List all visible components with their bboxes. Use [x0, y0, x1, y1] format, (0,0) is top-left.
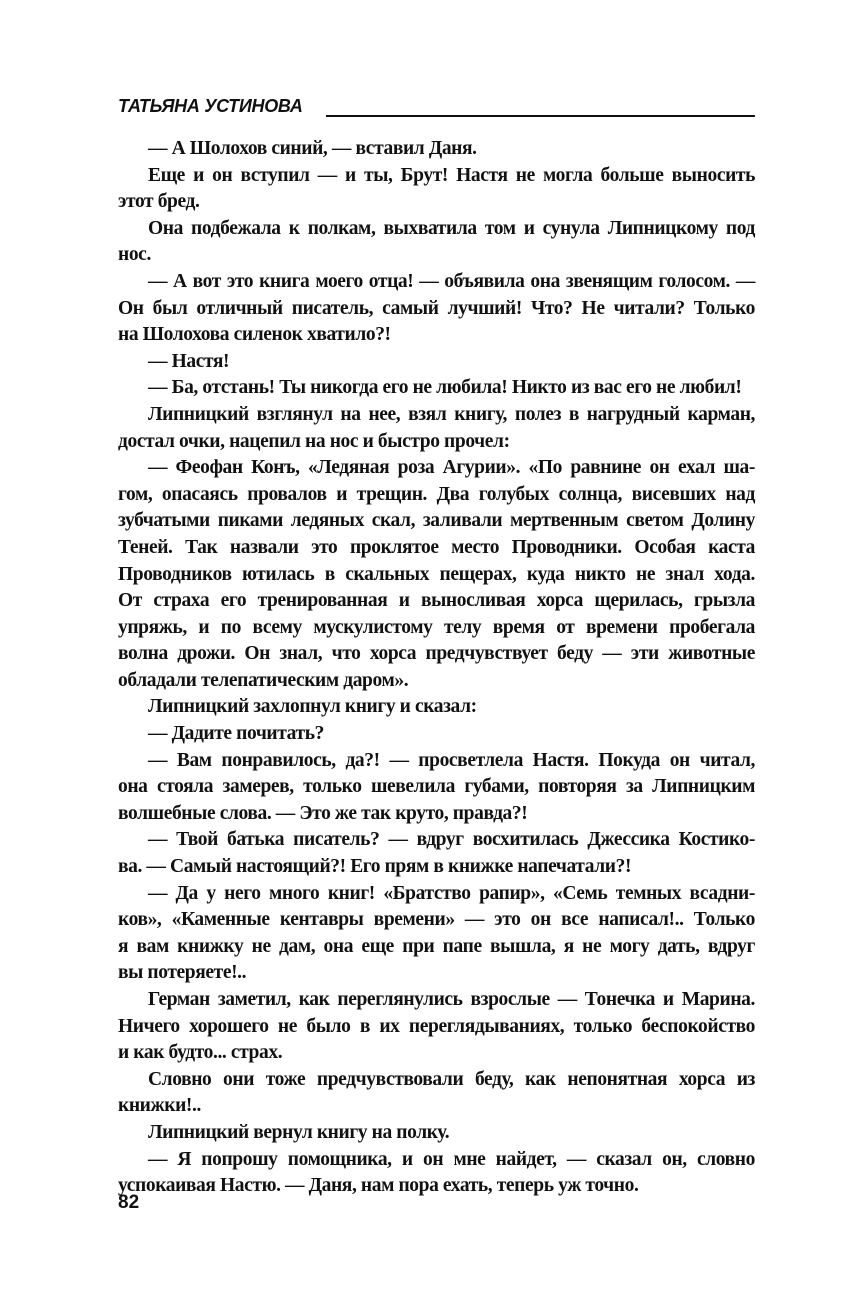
- paragraph: [118, 216, 755, 269]
- paragraph: [118, 349, 755, 376]
- text-line: Липницкий взглянул на нее, взял книгу, полез в нагрудный карман,: [148, 403, 755, 425]
- body-text: [118, 136, 755, 1200]
- paragraph: [118, 375, 755, 402]
- text-line: Ничего хорошего не было в их переглядываниях, только беспокойство: [118, 1015, 755, 1037]
- text-line: Теней. Так назвали это проклятое место Проводники. Особая каста: [118, 536, 755, 558]
- paragraph: [118, 694, 755, 721]
- text-line: От страха его тренированная и выносливая хорса щерилась, грызла: [118, 590, 755, 612]
- text-line: Словно они тоже предчувствовали беду, как непонятная хорса из: [148, 1068, 755, 1090]
- author-name: ТАТЬЯНА УСТИНОВА: [118, 96, 303, 116]
- paragraph: [118, 1067, 755, 1120]
- text-line: — Ба, отстань! Ты никогда его не любила! Никто из вас его не любил!: [148, 377, 742, 399]
- text-line: волна дрожи. Он знал, что хорса предчувствует беду — эти животные: [118, 643, 755, 665]
- page-number: 82: [118, 1192, 140, 1213]
- text-line: — Твой батька писатель? — вдруг восхитилась Джессика Костико-: [148, 829, 755, 851]
- text-line: — Феофан Конъ, «Ледяная роза Агурии». «По равнине он ехал ша-: [148, 457, 755, 479]
- text-line: обладали телепатическим даром».: [118, 669, 409, 691]
- paragraph: [118, 881, 755, 987]
- paragraph: [118, 748, 755, 828]
- header-rule: [326, 115, 755, 117]
- text-line: Проводников ютилась в скальных пещерах, куда никто не знал хода.: [118, 563, 755, 585]
- text-line: — Я попрошу помощника, и он мне найдет, — сказал он, словно: [148, 1148, 755, 1170]
- text-line: достал очки, нацепил на нос и быстро прочел:: [118, 430, 510, 452]
- text-line: — А вот это книга моего отца! — объявила она звенящим голосом. —: [148, 270, 755, 292]
- paragraph: [118, 455, 755, 694]
- paragraph: [118, 827, 755, 880]
- paragraph: [118, 1147, 755, 1200]
- paragraph: [118, 721, 755, 748]
- text-line: Еще и он вступил — и ты, Брут! Настя не могла больше выносить: [148, 164, 755, 186]
- text-line: Герман заметил, как переглянулись взрослые — Тонечка и Марина.: [148, 989, 755, 1010]
- text-line: — А Шолохов синий, — вставил Даня.: [148, 138, 477, 159]
- text-line: она стояла замерев, только шевелила губами, повторяя за Липницким: [118, 776, 755, 798]
- text-line: ва. — Самый настоящий?! Его прям в книжке напечатали?!: [118, 856, 632, 878]
- text-line: нос.: [118, 244, 151, 266]
- text-line: — Вам понравилось, да?! — просветлела Настя. Покуда он читал,: [148, 749, 755, 771]
- text-line: — Настя!: [148, 350, 230, 372]
- text-line: Липницкий вернул книгу на полку.: [148, 1121, 450, 1143]
- text-line: вы потеряете!..: [118, 962, 247, 984]
- text-line: Липницкий захлопнул книгу и сказал:: [148, 696, 477, 718]
- paragraph: [118, 987, 755, 1067]
- paragraph: [118, 402, 755, 455]
- running-header: [118, 96, 755, 120]
- text-line: — Дадите почитать?: [148, 723, 324, 745]
- text-line: на Шолохова силенок хватило?!: [118, 324, 391, 346]
- paragraph: [118, 163, 755, 216]
- paragraph: [118, 269, 755, 349]
- paragraph: [118, 136, 755, 163]
- text-line: этот бред.: [118, 191, 200, 213]
- text-line: гом, опасаясь провалов и трещин. Два голубых солнца, висевших над: [118, 483, 755, 505]
- text-line: ков», «Каменные кентавры времени» — это он все написал!.. Только: [118, 909, 755, 931]
- paragraph: [118, 1120, 755, 1147]
- text-line: и как будто... страх.: [118, 1042, 283, 1064]
- text-line: зубчатыми пиками ледяных скал, заливали мертвенным светом Долину: [118, 510, 755, 532]
- text-line: волшебные слова. — Это же так круто, правда?!: [118, 802, 528, 824]
- text-line: книжки!..: [118, 1095, 201, 1117]
- text-line: успокаивая Настю. — Даня, нам пора ехать, теперь уж точно.: [118, 1175, 639, 1197]
- text-line: упряжь, и по всему мускулистому телу время от времени пробегала: [118, 616, 755, 638]
- text-line: — Да у него много книг! «Братство рапир», «Семь темных всадни-: [148, 882, 755, 904]
- text-line: я вам книжку не дам, она еще при папе вышла, я не могу дать, вдруг: [118, 935, 755, 957]
- text-line: Она подбежала к полкам, выхватила том и сунула Липницкому под: [148, 217, 755, 239]
- text-line: Он был отличный писатель, самый лучший! Что? Не читали? Только: [118, 297, 755, 319]
